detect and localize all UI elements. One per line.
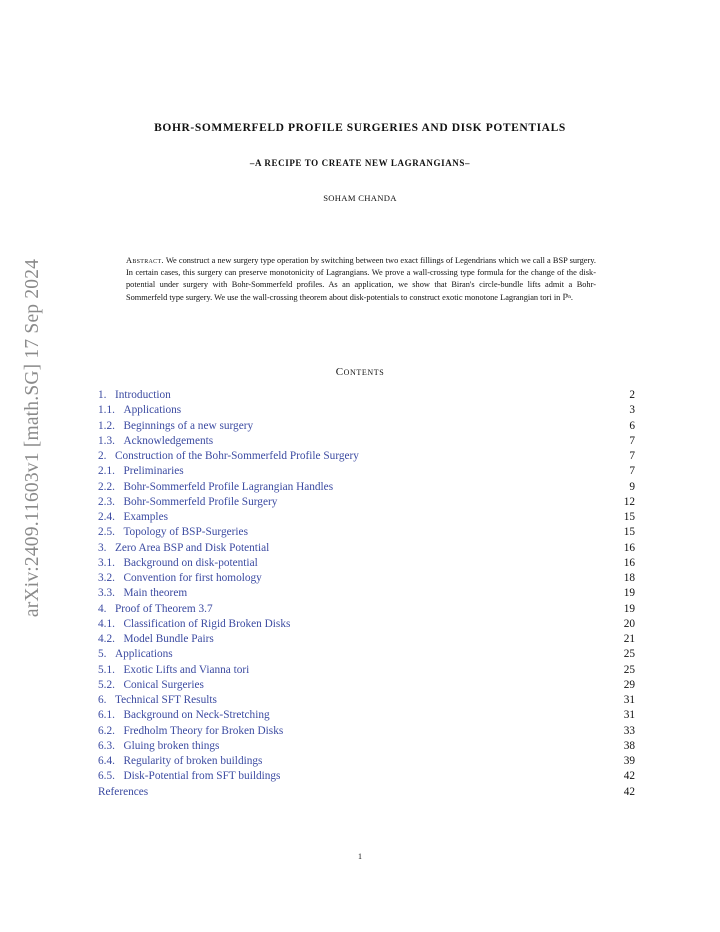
toc-entry-title: Regularity of broken buildings [123,755,263,767]
toc-entry-number: 6.1. [98,709,115,722]
toc-entry-page: 21 [623,633,635,645]
toc-entry-title: Construction of the Bohr-Sommerfeld Profile Surgery [114,450,359,462]
toc-entry-number: 6. [98,694,107,706]
toc-entry-link[interactable] [98,678,204,693]
toc-entry[interactable] [98,464,635,479]
toc-entry-number: 3.3. [98,587,115,600]
toc-entry-page: 6 [629,419,635,432]
toc-entry-title: Model Bundle Pairs [123,633,214,645]
toc-entry-page: 16 [623,556,635,569]
toc-entry-link[interactable] [98,571,262,586]
abstract-label: Abstract. [126,256,164,265]
toc-entry[interactable] [98,388,635,403]
toc-entry-page: 18 [623,572,635,584]
toc-entry-title: Examples [123,511,168,523]
toc-entry[interactable] [98,525,635,540]
toc-entry-link[interactable] [98,602,213,617]
toc-entry-link[interactable] [98,419,253,434]
toc-entry-link[interactable] [98,617,290,632]
toc-entry-link[interactable] [98,785,148,800]
toc-entry-link[interactable] [98,647,173,662]
toc-entry[interactable] [98,541,635,556]
toc-entry[interactable] [98,556,635,571]
toc-entry-link[interactable] [98,541,269,556]
toc-entry-number: 6.2. [98,724,115,737]
toc-entry-number: 2.4. [98,511,115,523]
toc-entry[interactable] [98,693,635,708]
toc-entry-title: Background on disk-potential [123,556,258,569]
toc-entry-number: 5. [98,648,107,661]
toc-entry-number: 6.3. [98,739,115,752]
toc-entry-title: Exotic Lifts and Vianna tori [123,663,250,676]
toc-entry[interactable] [98,586,635,601]
toc-entry-title: Conical Surgeries [123,678,204,691]
toc-entry-link[interactable] [98,693,217,708]
toc-entry-title: Beginnings of a new surgery [123,419,254,432]
toc-entry-page: 19 [623,602,635,615]
toc-entry-link[interactable] [98,495,277,510]
toc-entry-title: Technical SFT Results [114,694,217,706]
contents-heading: Contents [335,366,385,378]
toc-entry[interactable] [98,678,635,693]
toc-entry-number: 1.3. [98,434,115,447]
toc-entry[interactable] [98,632,635,647]
toc-entry-page: 31 [623,709,635,722]
toc-entry-title: Background on Neck-Stretching [123,709,270,722]
toc-entry[interactable] [98,617,635,632]
toc-entry-page: 9 [629,480,635,493]
toc-entry-title: Disk-Potential from SFT buildings [123,770,281,783]
toc-entry-title: Bohr-Sommerfeld Profile Lagrangian Handles [123,480,334,493]
toc-entry-link[interactable] [98,556,258,571]
toc-entry-page: 19 [623,587,635,600]
abstract [126,255,596,304]
abstract-text: We construct a new surgery type operation by switching between two exact fillings of Legendrians which we call a BSP surgery. In certain cases, this surgery can preserve monotonicity of Lagrangians. We prove a wall-crossing type formula for the change of the disk-potential under surgery with Bohr-Sommerfeld profiles. As an application, we show that Biran's circle-bundle lifts admit a Bohr-Sommerfeld type surgery. We use the wall-crossing theorem about disk-potentials to construct exotic monotone Lagrangian tori in ℙⁿ. [126,256,596,302]
toc-entry-title: Main theorem [123,587,188,600]
toc-entry-link[interactable] [98,434,213,449]
toc-entry-page: 42 [623,770,635,783]
toc-entry-title: Topology of BSP-Surgeries [123,526,248,539]
toc-entry-page: 31 [623,694,635,706]
toc-entry-number: 3. [98,541,107,554]
toc-entry-number: 1. [98,389,107,401]
toc-entry-page: 12 [623,495,635,508]
toc-entry-title: Fredholm Theory for Broken Disks [123,724,284,737]
toc-entry[interactable] [98,754,635,769]
toc-entry-link[interactable] [98,739,219,754]
paper-title: BOHR-SOMMERFELD PROFILE SURGERIES AND DISK POTENTIALS [154,122,566,134]
toc-entry-page: 7 [629,465,635,478]
toc-entry[interactable] [98,769,635,784]
toc-entry-page: 20 [623,617,635,630]
toc-entry-page: 3 [629,404,635,417]
toc-entry-link[interactable] [98,388,171,403]
toc-entry-page: 38 [623,739,635,752]
page-number: 1 [358,852,362,861]
toc-entry-number: 6.4. [98,755,115,767]
toc-entry-page: 39 [623,755,635,767]
toc-entry-title: Bohr-Sommerfeld Profile Surgery [123,495,278,508]
toc-entry-number: 5.1. [98,663,115,676]
toc-entry-title: Acknowledgements [123,434,214,447]
toc-entry-page: 42 [623,785,635,798]
toc-entry-link[interactable] [98,632,214,647]
toc-entry-number: 4. [98,602,107,615]
toc-entry[interactable] [98,434,635,449]
toc-entry[interactable] [98,449,635,464]
toc-entry-number: 2.2. [98,480,115,493]
toc-entry-link[interactable] [98,403,181,418]
paper-author: SOHAM CHANDA [323,193,397,203]
toc-entry-number: 1.2. [98,419,115,432]
toc-entry[interactable] [98,571,635,586]
toc-entry-number: 3.2. [98,572,115,584]
toc-entry[interactable] [98,403,635,418]
toc-entry-page: 25 [623,648,635,661]
toc-entry-title: Zero Area BSP and Disk Potential [114,541,270,554]
toc-entry-link[interactable] [98,663,249,678]
toc-entry-number: 4.2. [98,633,115,645]
toc-entry-number: 5.2. [98,678,115,691]
toc-entry-number: 6.5. [98,770,115,783]
toc-entry[interactable] [98,510,635,525]
toc-entry-title: Proof of Theorem 3.7 [114,602,213,615]
toc-entry-number: 2. [98,450,107,462]
toc-entry-link[interactable] [98,769,280,784]
toc-entry[interactable] [98,724,635,739]
toc-entry-title: Classification of Rigid Broken Disks [123,617,291,630]
toc-entry-link[interactable] [98,708,270,723]
toc-entry-title: Gluing broken things [123,739,220,752]
toc-entry-link[interactable] [98,464,184,479]
toc-entry-title: Convention for first homology [123,572,262,584]
toc-entry-number: 1.1. [98,404,115,417]
toc-entry-page: 33 [623,724,635,737]
toc-entry-page: 16 [623,541,635,554]
toc-entry-number: 4.1. [98,617,115,630]
toc-entry-page: 7 [629,434,635,447]
toc-entry-link[interactable] [98,510,168,525]
toc-entry-link[interactable] [98,525,248,540]
toc-entry-number: 3.1. [98,556,115,569]
toc-entry-number: 2.3. [98,495,115,508]
toc-entry-title: Introduction [114,389,171,401]
toc-entry-link[interactable] [98,449,359,464]
toc-entry[interactable] [98,495,635,510]
toc-entry-number: 2.1. [98,465,115,478]
toc-entry-page: 2 [629,389,635,401]
toc-entry-page: 25 [623,663,635,676]
toc-entry[interactable] [98,708,635,723]
toc-entry-title: Preliminaries [123,465,184,478]
paper-subtitle: –A RECIPE TO CREATE NEW LAGRANGIANS– [249,158,471,168]
toc-entry[interactable] [98,739,635,754]
toc-entry-link[interactable] [98,754,262,769]
toc-entry-page: 7 [629,450,635,462]
toc-entry-title: Applications [114,648,173,661]
toc-entry-link[interactable] [98,586,187,601]
toc-entry-link[interactable] [98,724,283,739]
toc-entry[interactable] [98,647,635,662]
toc-entry-page: 15 [623,511,635,523]
toc-entry-title: Applications [123,404,182,417]
toc-entry-page: 29 [623,678,635,691]
arxiv-identifier-stamp: arXiv:2409.11603v1 [math.SG] 17 Sep 2024 [22,258,43,618]
toc-entry[interactable] [98,785,635,800]
toc-entry-title: References [98,785,149,798]
toc-entry-number: 2.5. [98,526,115,539]
toc-entry-page: 15 [623,526,635,539]
toc-entry[interactable] [98,602,635,617]
toc-entry[interactable] [98,663,635,678]
toc-entry[interactable] [98,480,635,495]
toc-entry[interactable] [98,419,635,434]
toc-entry-link[interactable] [98,480,333,495]
table-of-contents [98,388,635,800]
